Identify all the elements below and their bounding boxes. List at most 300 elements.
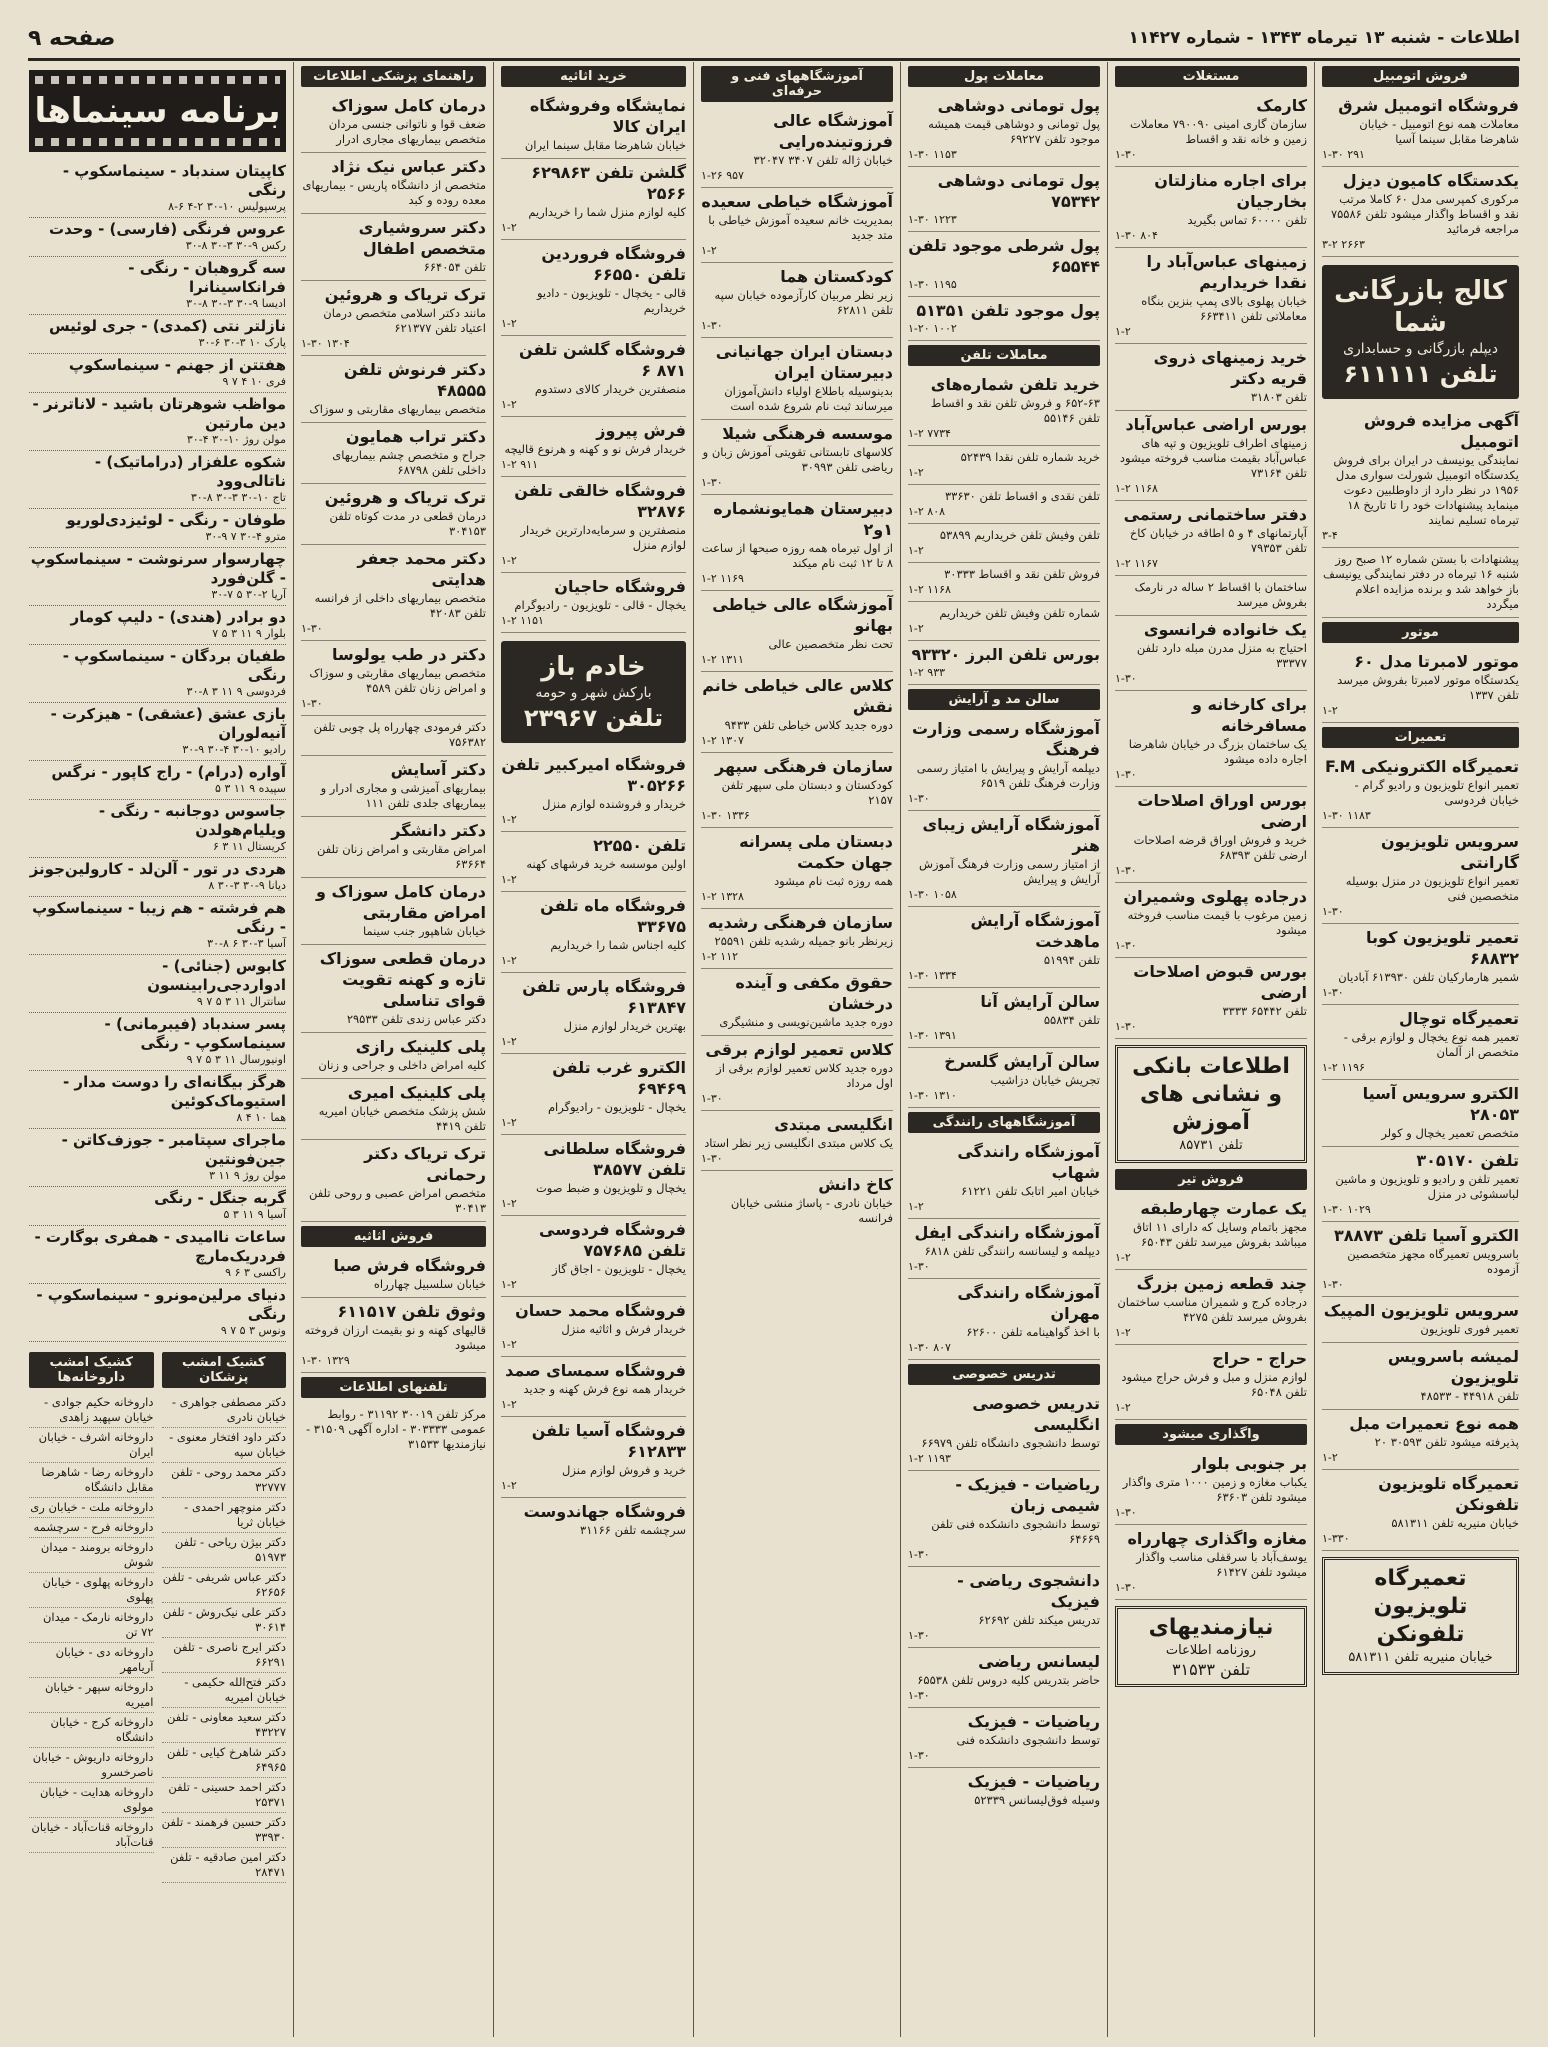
section-heading: تلفنهای اطلاعات <box>301 1377 486 1398</box>
ad-code: ۱-۲ <box>1322 704 1338 717</box>
ad-code: ۱-۲ ۹۱۱ <box>501 458 539 471</box>
classified-ad <box>701 1171 893 1231</box>
ad-body: امراض مقاربتی و امراض زنان تلفن ۶۳۶۶۴ <box>316 842 486 871</box>
ad-title: بورس اراضی عباس‌آباد <box>1125 415 1307 434</box>
classified-ad <box>501 973 686 1054</box>
ad-body: تعمیر انواع تلویزیون در منزل بوسیله متخصصین فنی <box>1345 874 1519 903</box>
cinema-listing <box>29 451 286 509</box>
ad-title: آموزشگاه آرایش زیبای هنر <box>922 815 1100 855</box>
film-title: نازلتر نتی (کمدی) - جری لوئیس <box>48 317 286 335</box>
ad-title: سازمان فرهنگی سپهر <box>715 757 893 776</box>
repair-shop-box-t2: خیابان منیریه تلفن ۵۸۱۳۱۱ <box>1348 1650 1493 1665</box>
ad-body: تعمیر تلفن و رادیو و تلویزیون و ماشین لباسشوئی در منزل <box>1335 1172 1519 1201</box>
ad-title: یکدستگاه کامیون دیزل <box>1342 171 1519 190</box>
ad-code: ۱-۳۰ <box>701 1092 723 1105</box>
cinema-listing <box>29 218 286 257</box>
showtimes: سانترال ۱۱ ۳ ۵ ۷ ۹ <box>196 995 286 1008</box>
classified-ad <box>501 417 686 477</box>
ad-title: دکتر عباس نیک نژاد <box>331 157 486 176</box>
classified-ad <box>301 92 486 153</box>
classified-ad <box>1322 92 1519 167</box>
ad-title: دانشجوی ریاضی - فیزیک <box>957 1571 1100 1611</box>
ad-body: خیابان شاهپور جنب سینما <box>363 924 486 938</box>
ad-title: ریاضیات - فیزیک <box>967 1712 1100 1731</box>
classified-ad <box>701 338 893 420</box>
ad-code: ۱-۳۰ ۱۳۳۶ <box>701 809 750 822</box>
classified-ad <box>908 446 1100 485</box>
ad-body: یخچال - تلویزیون - اجاق گاز <box>552 1262 686 1276</box>
ad-title: ریاضیات - فیزیک - شیمی زبان <box>955 1475 1100 1515</box>
cinema-listing <box>29 354 286 393</box>
ad-body: سرچشمه تلفن ۳۱۱۶۶ <box>580 1523 686 1537</box>
classified-ad <box>501 240 686 336</box>
ad-code: ۱-۲ <box>501 954 517 967</box>
classified-ad <box>908 1471 1100 1567</box>
ad-code: ۱-۳۰ ۱۳۲۹ <box>301 1354 350 1367</box>
ad-code: ۱-۳۰ <box>1115 939 1137 952</box>
classified-ad <box>701 1036 893 1111</box>
column-schools <box>693 62 900 2037</box>
film-title: مواظب شوهرتان باشید - لاناترنر - دین مارتین <box>32 395 286 432</box>
college-ad-t1: کالج بازرگانی شما <box>1334 276 1507 338</box>
ad-body: قالی - یخچال - تلویزیون - دادیو خریداریم <box>536 286 686 315</box>
ad-body: خریدار فرش و اثاثیه منزل <box>561 1322 686 1336</box>
ad-body: یوسف‌آباد با سرقفلی مناسب واگذار میشود تلفن ۶۱۴۲۷ <box>1136 1550 1307 1579</box>
ad-body: خیابان شاهرضا مقابل سینما ایران <box>524 138 686 152</box>
showtimes: تاج ۱۰-۳۰ ۳-۳۰ ۸-۳۰ <box>190 491 286 504</box>
classified-ad <box>1115 1345 1307 1420</box>
ettelaat-classifieds-box-t2: روزنامه اطلاعات <box>1165 1643 1257 1658</box>
ad-body: تلفن نقدی و اقساط تلفن ۳۳۶۳۰ <box>944 489 1100 503</box>
pharmacy-entry: داروخانه ملت - خیابان ری <box>29 1498 154 1518</box>
ad-title: لمیشه باسرویس تلویزیون <box>1387 1347 1519 1387</box>
ad-title: برای کارخانه و مسافرخانه <box>1192 695 1307 735</box>
section-heading: تدریس خصوصی <box>908 1364 1100 1385</box>
classified-ad <box>1115 883 1307 958</box>
ad-body: پذیرفته میشود تلفن ۳۰۵۹۳ ۲۰ <box>1374 1435 1519 1449</box>
doctor-entry: دکتر بیژن ریاحی - تلفن ۵۱۹۷۳ <box>162 1533 287 1568</box>
ad-body: خرید و فروش اوراق قرضه اصلاحات ارضی تلفن ۶۸۳۹۳ <box>1133 833 1307 862</box>
cinema-listing <box>29 393 286 451</box>
ad-code: ۱-۳۰ <box>701 476 723 489</box>
ad-body: تلفن وفیش تلفن خریداریم ۵۳۸۹۹ <box>939 528 1100 542</box>
cinema-listing <box>29 858 286 897</box>
ad-code: ۱-۳۰ <box>908 1689 930 1702</box>
ad-code: ۱-۳۰ <box>908 1629 930 1642</box>
ad-code: ۱-۲ ۸۰۸ <box>908 505 946 518</box>
pharmacy-entry: داروخانه هدایت - خیابان مولوی <box>29 1783 154 1818</box>
ad-title: موتور لامبرتا مدل ۶۰ <box>1354 652 1519 671</box>
film-title: ساعات ناامیدی - همفری بوگارت - فردریک‌مارچ <box>34 1228 286 1265</box>
classified-ad <box>908 907 1100 988</box>
doctor-entry: دکتر محمد روحی - تلفن ۳۲۷۷۷ <box>162 1463 287 1498</box>
ad-body: دکتر عباس زندی تلفن ۲۹۵۳۳ <box>346 1012 486 1026</box>
film-title: بازی عشق (عشقی) - هیزکرت - آنیه‌لوران <box>50 705 286 742</box>
ad-code: ۱-۲ <box>501 1338 517 1351</box>
ad-title: پلی کلینیک رازی <box>355 1037 486 1056</box>
classified-ad <box>501 892 686 973</box>
ad-body: خیابان نادری - پاساژ منشی خیابان فرانسه <box>730 1196 893 1225</box>
ad-title: دکتر دانشگر <box>391 821 486 840</box>
ad-body: احتیاج به منزل مدرن مبله دارد تلفن ۳۳۳۷۷ <box>1136 641 1307 670</box>
classified-ad <box>701 495 893 591</box>
ad-code: ۱-۲ <box>908 1200 924 1213</box>
ad-body: مرکز تلفن ۳۰۰۱۹ ۳۱۱۹۲ - روابط عمومی ۳۰۳۳۳۳ - اداره آگهی ۳۱۵۰۹ - نیازمندیها ۳۱۵۳۳ <box>305 1407 486 1451</box>
pharmacy-entry: داروخانه دی - خیابان آریامهر <box>29 1643 154 1678</box>
doctor-entry: دکتر فتح‌الله حکیمی - خیابان امیریه <box>162 1673 287 1708</box>
ad-body: توسط دانشجوی دانشگاه تلفن ۶۶۹۷۹ <box>921 1436 1100 1450</box>
showtimes: کریستال ۱۱ ۳ ۶ <box>212 840 286 853</box>
cinema-listing <box>29 703 286 761</box>
ad-title: دکتر آسایش <box>390 760 486 779</box>
ad-body: اولین موسسه خرید فرشهای کهنه <box>526 857 686 871</box>
ad-body: خیابان امیر اتابک تلفن ۶۱۲۲۱ <box>961 1184 1100 1198</box>
pharmacy-entry: داروخانه برومند - میدان شوش <box>29 1538 154 1573</box>
column-furniture-buy <box>493 62 693 2037</box>
ad-body: پیشنهادات با بستن شماره ۱۲ صبح روز شنبه ۱۶ تیرماه در دفتر نمایندگی یونیسف باز خواهد شد و برنده مزایده اعلام میگردد <box>1323 552 1519 611</box>
cinema-listing <box>29 1187 286 1226</box>
ad-title: خرید تلفن شماره‌های <box>930 375 1100 394</box>
ad-code: ۱-۳۰ <box>301 622 323 635</box>
section-heading: کشیک امشب داروخانه‌ها <box>29 1352 154 1388</box>
ad-title: چند قطعه زمین بزرگ <box>1136 1274 1307 1293</box>
classified-ad <box>501 832 686 892</box>
showtimes: ادیسا ۹-۳۰ ۳-۳۰ ۸-۳۰ <box>186 297 286 310</box>
ad-title: موسسه فرهنگی شیلا <box>722 424 893 443</box>
doctor-entry: دکتر مصطفی جواهری - خیابان نادری <box>162 1393 287 1428</box>
ad-title: آموزشگاه رانندگی شهاب <box>957 1142 1100 1182</box>
repair-shop-box-t1: تعمیرگاه تلویزیون تلفونکن <box>1373 1566 1468 1647</box>
ad-title: کودکستان هما <box>780 267 893 286</box>
classified-ad <box>1322 1343 1519 1410</box>
ad-code: ۱-۳۰ ۱۰۵۸ <box>908 888 957 901</box>
ad-body: خریدار فرش نو و کهنه و هرنوع قالیچه <box>504 442 686 456</box>
ad-body: آپارتمانهای ۴ و ۵ اطاقه در خیابان کاخ تلفن ۷۹۳۵۳ <box>1129 526 1307 555</box>
ad-body: مجهز باتمام وسایل که دارای ۱۱ اتاق میباشد بفروش میرسد تلفن ۶۵۰۴۳ <box>1133 1220 1307 1249</box>
ad-body: کلیه اجناس شما را خریداریم <box>550 938 686 952</box>
showtimes: رکس ۹-۳۰ ۳-۳۰ ۸-۳۰ <box>185 239 286 252</box>
ad-title: پول موجود تلفن ۵۱۳۵۱ <box>916 301 1100 320</box>
ad-code: ۱-۳۰ <box>701 319 723 332</box>
ad-body: تلفن ۳۱۸۰۳ <box>1250 390 1307 404</box>
doctor-entry: دکتر عباس شریفی - تلفن ۶۲۶۵۶ <box>162 1568 287 1603</box>
ad-code: ۱-۲ ۱۳۰۷ <box>701 734 744 747</box>
college-ad-t2: دیپلم بازرگانی و حسابداری <box>1343 341 1498 357</box>
classified-ad <box>301 1403 486 1457</box>
section-heading: فروش اثاثیه <box>301 1226 486 1247</box>
section-heading: تعمیرات <box>1322 727 1519 748</box>
ad-body: تعمیر همه نوع یخچال و لوازم برقی - متخصص از آلمان <box>1343 1030 1519 1059</box>
ad-body: کلاسهای تابستانی تقویتی آموزش زبان و ریاضی تلفن ۳۰۹۹۳ <box>702 445 893 474</box>
ad-title: دکتر سروشیاری متخصص اطفال <box>358 218 486 258</box>
showtimes: بلوار ۹ ۱۱ ۳ ۵ ۷ <box>212 627 286 640</box>
film-title: دو برادر (هندی) - دلیپ کومار <box>70 608 286 626</box>
ad-code: ۱-۲ <box>501 221 517 234</box>
college-ad-t3: تلفن ۶۱۱۱۱۱ <box>1343 360 1498 388</box>
film-title: شکوه علفزار (دراماتیک) - ناتالی‌وود <box>94 453 286 490</box>
ad-body: کلیه لوازم منزل شما را خریداریم <box>528 205 686 219</box>
ad-code: ۱-۲ <box>501 554 517 567</box>
ettelaat-classifieds-box-t1: نیازمندیهای <box>1148 1615 1274 1640</box>
section-heading: مستغلات <box>1115 66 1307 87</box>
showtimes: آریا ۲-۳۰ ۵ ۷-۳۰ <box>211 588 286 601</box>
ad-code: ۱-۲ ۷۷۳۴ <box>908 427 951 440</box>
ad-title: آموزشگاه رسمی وزارت فرهنگ <box>911 719 1100 759</box>
ad-code: ۱-۲ <box>501 1278 517 1291</box>
classified-ad <box>1115 344 1307 411</box>
ad-body: از امتیاز رسمی وزارت فرهنگ آموزش آرایش و پیرایش <box>918 857 1100 886</box>
ad-body: دوره جدید کلاس خیاطی تلفن ۹۴۳۳ <box>724 718 893 732</box>
classified-ad <box>501 159 686 240</box>
cinema-listing <box>29 1071 286 1129</box>
ad-body: بیماریهای آمیزشی و مجاری ادرار و بیماریهای جلدی تلفن ۱۱۱ <box>320 781 486 810</box>
classified-ad <box>501 1216 686 1297</box>
classified-ad <box>1322 1005 1519 1080</box>
ad-body: منصفترین و سرمایه‌دارترین خریدار لوازم منزل <box>520 523 686 552</box>
ad-body: توسط دانشجوی دانشکده فنی <box>956 1733 1100 1747</box>
ad-body: سازمان گاری امینی ۷۹۰۰۹۰ معاملات زمین و خانه نقد و اقساط <box>1130 117 1307 146</box>
cinema-listing <box>29 1226 286 1284</box>
ad-title: دکتر تراب همایون <box>345 427 486 446</box>
ad-code: ۱-۲ <box>501 1479 517 1492</box>
freight-ad-t1: خادم باز <box>541 652 646 682</box>
ad-title: بر جنوبی بلوار <box>1192 1454 1307 1473</box>
ad-code: ۱-۳۰ ۱۳۹۱ <box>908 1029 957 1042</box>
ad-title: تلفن ۲۲۵۵۰ <box>593 836 686 855</box>
ad-title: فرش پیروز <box>596 421 686 440</box>
ad-title: سالن آرایش آنا <box>980 992 1100 1011</box>
ad-title: تعمیرگاه تلویزیون تلفونکن <box>1378 1474 1519 1514</box>
section-heading: فروش اتومبیل <box>1322 66 1519 87</box>
ad-body: تعمیر فوری تلویزیون <box>1420 1322 1519 1336</box>
classified-ad <box>908 485 1100 524</box>
classified-ad <box>501 1297 686 1357</box>
classified-ad <box>1115 691 1307 787</box>
ad-code: ۳-۲ ۲۶۶۳ <box>1322 238 1365 251</box>
ad-title: سرویس تلویزیون المپیک <box>1323 1301 1519 1320</box>
cinema-listing <box>29 1129 286 1187</box>
cinema-listing <box>29 509 286 548</box>
classified-ad <box>301 878 486 945</box>
ad-title: تلفن ۳۰۵۱۷۰ <box>1416 1151 1519 1170</box>
ad-title: دکتر محمد جعفر هدایتی <box>357 549 486 589</box>
ad-body: درجاده کرج و شمیران مناسب ساختمان بفروش میرسد تلفن ۴۲۷۵ <box>1117 1295 1307 1324</box>
classified-ad <box>908 1708 1100 1768</box>
ad-title: ترک تریاک و هروئین <box>324 285 486 304</box>
ad-title: الکترو آسیا تلفن ۳۸۸۷۳ <box>1334 1226 1519 1245</box>
film-title: جاسوس دوجانبه - رنگی - ویلیام‌هولدن <box>98 802 286 839</box>
classified-ad <box>1115 1525 1307 1600</box>
classified-ad <box>908 641 1100 685</box>
ad-title: ترک تریاک و هروئین <box>324 488 486 507</box>
ad-body: خریدار همه نوع فرش کهنه و جدید <box>523 1382 686 1396</box>
doctor-entry: دکتر سعید معاونی - تلفن ۴۳۲۲۷ <box>162 1708 287 1743</box>
ad-title: یک خانواده فرانسوی <box>1143 620 1307 639</box>
ad-body: متخصص امراض عصبی و روحی تلفن ۳۰۴۱۳ <box>308 1186 486 1215</box>
classified-ad <box>1115 248 1307 344</box>
ad-title: پول شرطی موجود تلفن ۶۵۵۴۴ <box>908 236 1100 276</box>
ettelaat-classifieds-box <box>1115 1606 1307 1687</box>
showtimes: اونیورسال ۱۱ ۳ ۵ ۷ ۹ <box>186 1053 286 1066</box>
film-title: عروس فرنگی (فارسی) - وحدت <box>49 220 286 238</box>
ad-code: ۱-۲ <box>501 873 517 886</box>
ad-title: دکتر در طب یولوسا <box>332 645 486 664</box>
classified-ad <box>1322 1147 1519 1222</box>
showtimes: پارک ۱۰ ۳-۳۰ ۶-۳۰ <box>198 336 286 349</box>
ad-title: حراج - حراج <box>1212 1349 1307 1368</box>
classified-ad <box>1322 548 1519 618</box>
ad-body: ضعف قوا و ناتوانی جنسی مردان متخصص بیماریهای مجاری ادرار <box>328 117 486 146</box>
ad-body: پول تومانی و دوشاهی قیمت همیشه موجود تلفن ۶۹۲۲۷ <box>928 117 1100 146</box>
ad-title: زمینهای عباس‌آباد را نقدا خریداریم <box>1146 252 1307 292</box>
classified-ad <box>301 214 486 281</box>
ad-body: تحت نظر متخصصین عالی <box>768 637 893 651</box>
classified-ad <box>701 969 893 1036</box>
ad-title: حقوق مکفی و آینده درخشان <box>735 973 893 1013</box>
pharmacy-entry: داروخانه کرج - خیابان دانشگاه <box>29 1713 154 1748</box>
ad-title: کلاس تعمیر لوازم برقی <box>705 1040 893 1059</box>
classified-ad <box>701 909 893 969</box>
bank-info-box-t1: اطلاعات بانکی و نشانی های آموزش <box>1132 1054 1290 1135</box>
ad-code: ۱-۳۰ ۱۲۲۳ <box>908 213 957 226</box>
ad-body: متخصص تعمیر یخچال و کولر <box>1381 1126 1519 1140</box>
film-title: سه گروهبان - رنگی - فرانکاسینانرا <box>128 259 286 296</box>
ad-body: تلفن ۴۴۹۱۸ - ۴۸۵۳۳ <box>1420 1389 1519 1403</box>
bank-info-box-t2: تلفن ۸۵۷۳۱ <box>1179 1138 1243 1153</box>
classified-ad <box>701 420 893 495</box>
ad-code: ۱-۳۰ <box>1322 986 1344 999</box>
ad-code: ۱-۲ <box>1115 1251 1131 1264</box>
classified-ad <box>1115 616 1307 691</box>
section-heading: معاملات تلفن <box>908 345 1100 366</box>
cinema-listing <box>29 160 286 218</box>
ad-code: ۱-۲ <box>501 1116 517 1129</box>
section-heading: سالن مد و آرایش <box>908 689 1100 710</box>
film-title: هردی در تور - آلن‌لد - کارولین‌جونز <box>29 860 286 878</box>
ad-title: فروشگاه جهاندوست <box>523 1502 686 1521</box>
classified-ad <box>501 1357 686 1417</box>
ad-code: ۱-۲ <box>501 1197 517 1210</box>
ad-body: زیرنظر بانو جمیله رشدیه تلفن ۲۵۵۹۱ <box>714 934 893 948</box>
classified-ad <box>908 524 1100 563</box>
classified-ad <box>1115 958 1307 1039</box>
cinema-listing <box>29 606 286 645</box>
ad-title: فروشگاه فروردین تلفن ۶۶۵۵۰ <box>541 244 686 284</box>
pharmacy-entry: داروخانه رضا - شاهرضا مقابل دانشگاه <box>29 1463 154 1498</box>
classified-ad <box>701 107 893 188</box>
classified-ad <box>501 1054 686 1135</box>
showtimes: سپیده ۹ ۱۱ ۳ ۵ <box>215 782 286 795</box>
column-medical <box>293 62 493 2037</box>
column-money-phone-beauty <box>900 62 1107 2037</box>
section-heading: آموزشگاههای فنی و حرفه‌ای <box>701 66 893 102</box>
showtimes: فری ۱۰ ۴ ۷ ۹ <box>222 375 286 388</box>
showtimes: فردوسی ۹ ۱۱ ۳ ۸-۳۰ <box>186 685 286 698</box>
ad-body: فروش تلفن نقد و اقساط ۳۰۳۳۳ <box>944 567 1100 581</box>
ad-code: ۱-۳۰ <box>701 1152 723 1165</box>
ad-code: ۱-۲ <box>1322 1451 1338 1464</box>
classified-ad <box>501 336 686 417</box>
classified-ad <box>908 1390 1100 1471</box>
showtimes: مترو ۴-۳۰ ۷ ۹-۳۰ <box>205 530 286 543</box>
doctor-entry: دکتر داود افتخار معنوی - خیابان سپه <box>162 1428 287 1463</box>
classified-ad <box>1322 828 1519 924</box>
ad-code: ۱-۳۰ <box>1115 1020 1137 1033</box>
ad-code: ۱-۲ <box>1115 1401 1131 1414</box>
film-title: طفیان بردگان - سینماسکوپ - رنگی <box>62 647 286 684</box>
ad-body: تعمیر انواع تلویزیون و رادیو گرام - خیابان فردوسی <box>1354 778 1519 807</box>
classified-ad <box>301 1298 486 1373</box>
ad-body: بدینوسیله باطلاع اولیاء دانش‌آموزان میرساند ثبت نام شروع شده است <box>724 384 893 413</box>
ad-title: خرید زمینهای ذروی قریه دکتر <box>1153 348 1307 388</box>
ad-title: همه نوع تعمیرات مبل <box>1349 1414 1519 1433</box>
ad-code: ۱-۳۰ <box>1322 905 1344 918</box>
ad-body: منصفترین خریدار کالای دستدوم <box>534 382 686 396</box>
classified-ad <box>501 573 686 633</box>
ad-code: ۱-۳۰ ۸۰۴ <box>1115 229 1158 242</box>
ad-body: تدریس میکند تلفن ۶۲۶۹۲ <box>978 1613 1100 1627</box>
freight-ad-t3: تلفن ۲۳۹۶۷ <box>523 704 664 732</box>
classified-ad <box>1322 1297 1519 1343</box>
doctor-entry: دکتر احمد حسینی - تلفن ۲۵۳۷۱ <box>162 1778 287 1813</box>
film-title: پسر سندباد (فیبرمانی) - سینماسکوپ - رنگی <box>104 1015 286 1052</box>
ad-code: ۱-۲ ۱۱۲ <box>701 950 739 963</box>
classified-ad <box>908 167 1100 232</box>
doctor-entry: دکتر ایرج ناصری - تلفن ۶۶۲۹۱ <box>162 1638 287 1673</box>
pharmacy-entry: داروخانه نارمک - میدان ۷۲ تن <box>29 1608 154 1643</box>
ad-body: تلفن ۵۵۸۳۴ <box>1043 1013 1100 1027</box>
ad-title: مغازه واگذاری چهارراه <box>1127 1529 1307 1548</box>
ad-code: ۱-۲ <box>501 317 517 330</box>
ad-body: بمدیریت خانم سعیده آموزش خیاطی با متد جدید <box>708 213 893 242</box>
classified-ad <box>301 1079 486 1140</box>
ad-body: نمایندگی یونیسف در ایران برای فروش یکدستگاه اتومبیل شورلت سواری مدل ۱۹۵۶ در نظر دارد از داوطلبین دعوت مینماید پیشنهادات خود را تا تاریخ ۱۸ تیرماه تسلیم نمایند <box>1333 453 1519 527</box>
film-strip-decoration <box>35 76 280 84</box>
ad-body: خیابان پهلوی بالای پمپ بنزین بنگاه معاملاتی تلفن ۶۶۳۴۱۱ <box>1141 294 1307 323</box>
ad-code: ۱-۲ <box>1115 1326 1131 1339</box>
pharmacy-entry: داروخانه قنات‌آباد - خیابان قنات‌آباد <box>29 1818 154 1853</box>
classified-ad <box>1115 501 1307 576</box>
cinema-listing <box>29 800 286 858</box>
ad-code: ۱-۲ ۹۳۳ <box>908 666 946 679</box>
ad-title: سازمان فرهنگی رشدیه <box>707 913 893 932</box>
ad-code: ۱-۳۰ <box>1115 148 1137 161</box>
classified-ad <box>701 188 893 263</box>
ad-body: یخچال - قالی - تلویزیون - رادیوگرام <box>514 598 686 612</box>
ad-body: خیابان منیریه تلفن ۵۸۱۳۱۱ <box>1391 1516 1519 1530</box>
ad-body: خیابان سلسبیل چهارراه <box>373 1277 486 1291</box>
ad-title: فروشگاه امیرکبیر تلفن ۳۰۵۲۶۶ <box>501 755 686 795</box>
classified-ad <box>501 1417 686 1498</box>
ad-title: دبستان ملی پسرانه جهان حکمت <box>739 832 893 872</box>
ad-body: ۶۵۲-۶۳ و فروش تلفن نقد و اقساط تلفن ۵۵۱۴۶ <box>930 396 1100 425</box>
ad-title: آموزشگاه آرایش ماهدخت <box>970 911 1100 951</box>
ad-code: ۱-۲ ۱۱۶۷ <box>1115 557 1158 570</box>
classified-ad <box>908 297 1100 341</box>
classified-ad <box>1322 1470 1519 1551</box>
ad-title: درمان کامل سوزاک و امراض مقاربتی <box>316 882 486 922</box>
ad-code: ۱-۲۶ ۹۵۷ <box>701 169 744 182</box>
classified-ad <box>1322 167 1519 257</box>
classified-ad <box>908 92 1100 167</box>
ad-body: یخچال - تلویزیون - رادیوگرام <box>547 1100 686 1114</box>
ad-body: خیابان ژاله تلفن ۳۴۰۷ ۳۲۰۴۷ <box>753 153 893 167</box>
film-title: کابوس (جنائی) - ادواردجی‌رابینسون <box>147 957 286 994</box>
ad-title: تعمیرگاه الکترونیکی F.M <box>1325 757 1519 776</box>
header-page-number: صفحه ۹ <box>28 25 116 51</box>
repair-shop-box <box>1322 1557 1519 1675</box>
classified-ad <box>501 92 686 159</box>
